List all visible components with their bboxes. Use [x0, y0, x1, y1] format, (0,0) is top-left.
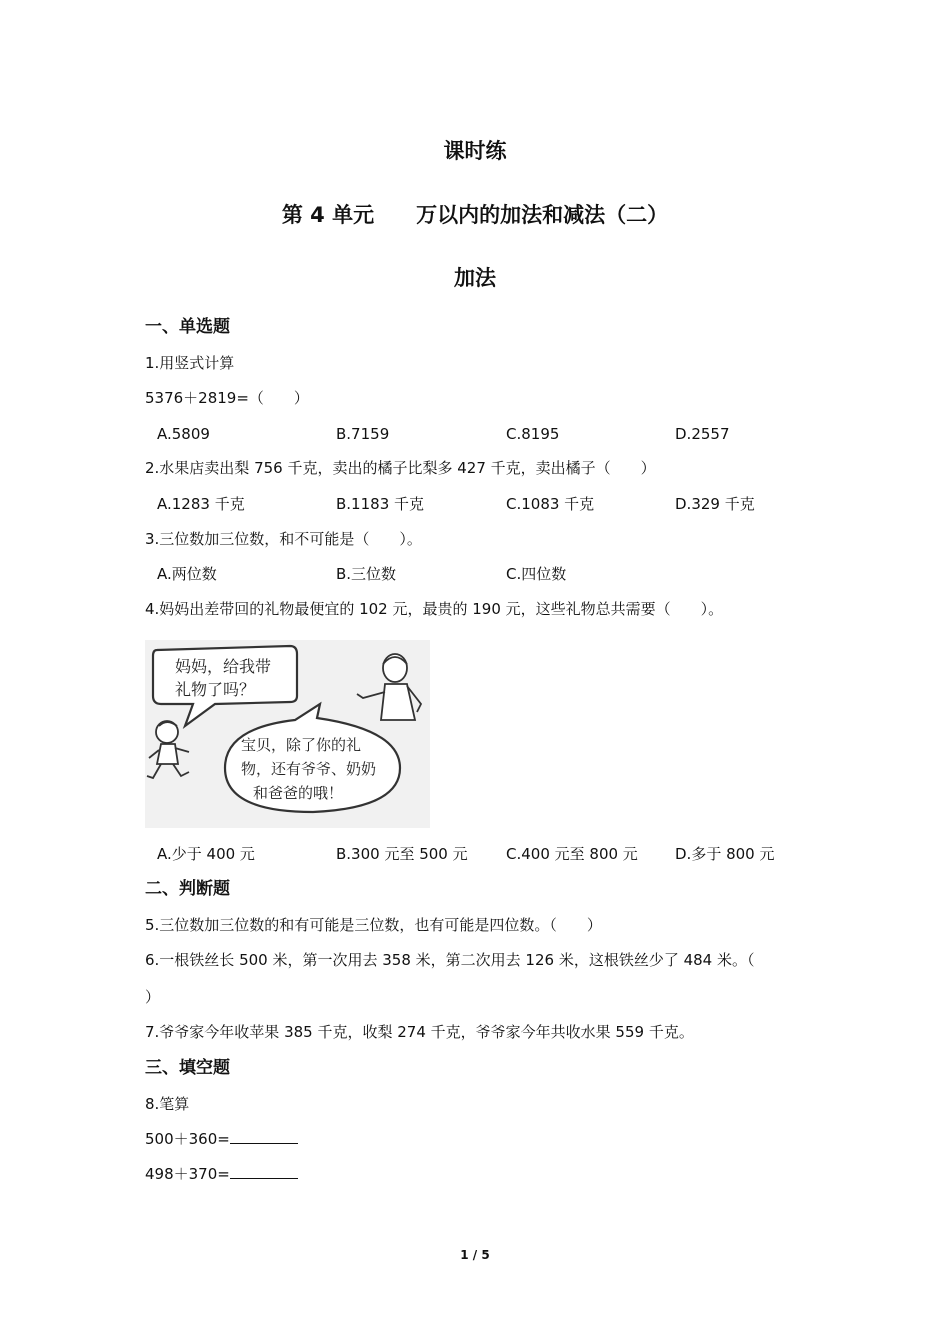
q4-cartoon-illustration	[145, 640, 430, 828]
section-fill-blank: 三、填空题	[145, 1058, 230, 1078]
q1-option-d[interactable]: D.2557	[675, 425, 730, 443]
q6-continuation: ）	[145, 988, 161, 1006]
q8-line-2	[145, 1164, 298, 1184]
q3-option-a[interactable]: A.两位数	[157, 565, 217, 583]
q4-option-b[interactable]: B.300 元至 500 元	[336, 845, 468, 863]
q4-stem: 4.妈妈出差带回的礼物最便宜的 102 元，最贵的 190 元，这些礼物总共需要（ ）。	[145, 600, 724, 618]
q4-option-c[interactable]: C.400 元至 800 元	[506, 845, 638, 863]
q2-option-d[interactable]: D.329 千克	[675, 495, 755, 513]
lesson-title: 加法	[454, 266, 496, 290]
q8-expr-1: 500＋360=	[145, 1130, 230, 1148]
bubble2-line1: 宝贝，除了你的礼	[241, 736, 362, 754]
q7-stem: 7.爷爷家今年收苹果 385 千克，收梨 274 千克，爷爷家今年共收水果 559 千克。	[145, 1023, 694, 1041]
page-title: 课时练	[443, 139, 507, 163]
unit-title: 第 4 单元 万以内的加法和减法（二）	[281, 203, 669, 227]
q8-answer-blank-1[interactable]	[230, 1129, 298, 1144]
q2-option-a[interactable]: A.1283 千克	[157, 495, 245, 513]
q2-option-b[interactable]: B.1183 千克	[336, 495, 425, 513]
q1-option-a[interactable]: A.5809	[157, 425, 210, 443]
q8-stem: 8.笔算	[145, 1095, 190, 1113]
q8-expr-2: 498＋370=	[145, 1165, 230, 1183]
section-single-choice: 一、单选题	[145, 317, 230, 337]
bubble2-line3: 和爸爸的哦！	[253, 784, 344, 802]
q3-stem: 3.三位数加三位数，和不可能是（ ）。	[145, 530, 422, 548]
q8-answer-blank-2[interactable]	[230, 1164, 298, 1179]
q1-option-c[interactable]: C.8195	[506, 425, 560, 443]
bubble2-line2: 物，还有爷爷、奶奶	[241, 760, 377, 778]
q3-option-c[interactable]: C.四位数	[506, 565, 567, 583]
page-number: 1 / 5	[460, 1248, 490, 1262]
bubble1-line1: 妈妈，给我带	[175, 657, 272, 676]
q2-stem: 2.水果店卖出梨 756 千克，卖出的橘子比梨多 427 千克，卖出橘子（ ）	[145, 459, 656, 477]
section-true-false: 二、判断题	[145, 879, 230, 899]
bubble1-line2: 礼物了吗？	[175, 680, 256, 699]
q5-stem: 5.三位数加三位数的和有可能是三位数，也有可能是四位数。（ ）	[145, 916, 602, 934]
q1-stem: 1.用竖式计算	[145, 354, 235, 372]
q4-option-d[interactable]: D.多于 800 元	[675, 845, 775, 863]
q1-expression: 5376＋2819=（ ）	[145, 389, 309, 407]
q2-option-c[interactable]: C.1083 千克	[506, 495, 595, 513]
q6-stem: 6.一根铁丝长 500 米，第一次用去 358 米，第二次用去 126 米，这根铁丝少了 484 米。（	[145, 951, 755, 969]
q3-option-b[interactable]: B.三位数	[336, 565, 397, 583]
q8-line-1	[145, 1129, 298, 1149]
q4-option-a[interactable]: A.少于 400 元	[157, 845, 255, 863]
q1-option-b[interactable]: B.7159	[336, 425, 390, 443]
